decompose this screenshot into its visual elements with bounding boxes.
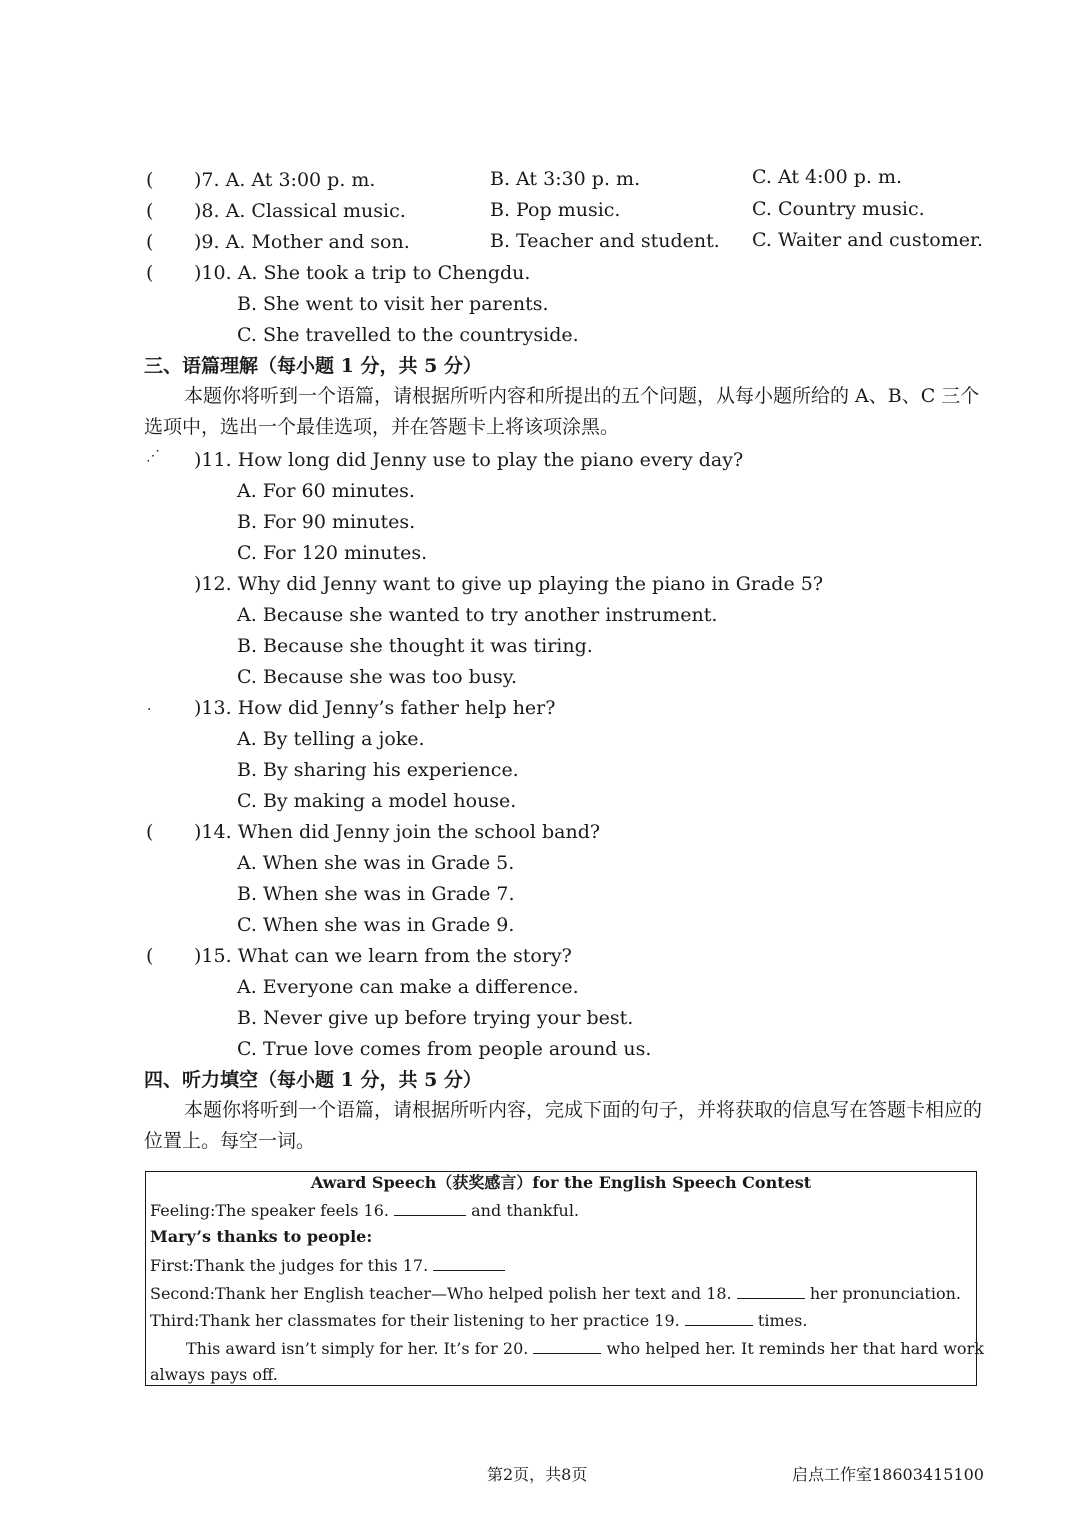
section-3-title: 三、语篇理解（每小题 1 分，共 5 分） bbox=[144, 355, 482, 377]
q13-stem: )13. How did Jenny’s father help her? bbox=[194, 697, 556, 719]
third-line: Third:Thank her classmates for their listening to her practice 19. times. bbox=[150, 1311, 808, 1330]
q11-option-a: A. For 60 minutes. bbox=[237, 480, 415, 502]
answer-paren: ( bbox=[146, 169, 154, 191]
q7-option-b: B. At 3:30 p. m. bbox=[490, 168, 641, 190]
q8-option-a: )8. A. Classical music. bbox=[194, 200, 406, 222]
q14-stem: )14. When did Jenny join the school band? bbox=[194, 821, 601, 843]
answer-paren: ( bbox=[146, 945, 154, 967]
q12-option-c: C. Because she was too busy. bbox=[237, 666, 517, 688]
q10-option-c: C. She travelled to the countryside. bbox=[237, 324, 579, 346]
scan-mark: · bbox=[147, 702, 152, 718]
blank-16[interactable] bbox=[394, 1199, 466, 1216]
q12-stem: )12. Why did Jenny want to give up playing the piano in Grade 5? bbox=[194, 573, 824, 595]
closing-line: This award isn’t simply for her. It’s for 20. who helped her. It reminds her that hard work bbox=[186, 1339, 984, 1358]
q14-option-a: A. When she was in Grade 5. bbox=[237, 852, 515, 874]
q13-option-c: C. By making a model house. bbox=[237, 790, 517, 812]
q9-option-b: B. Teacher and student. bbox=[490, 230, 720, 252]
q7-option-c: C. At 4:00 p. m. bbox=[752, 166, 903, 188]
q11-option-c: C. For 120 minutes. bbox=[237, 542, 428, 564]
closing-last-line: always pays off. bbox=[150, 1365, 278, 1384]
q14-option-c: C. When she was in Grade 9. bbox=[237, 914, 515, 936]
q10-option-b: B. She went to visit her parents. bbox=[237, 293, 549, 315]
q7-option-a: )7. A. At 3:00 p. m. bbox=[194, 169, 376, 191]
page-number: 第2页，共8页 bbox=[487, 1465, 588, 1484]
section-4-instruction: 本题你将听到一个语篇，请根据所听内容，完成下面的句子，并将获取的信息写在答题卡相应的位置上。每空一词。 bbox=[144, 1099, 983, 1152]
q15-stem: )15. What can we learn from the story? bbox=[194, 945, 572, 967]
q11-option-b: B. For 90 minutes. bbox=[237, 511, 416, 533]
q8-option-c: C. Country music. bbox=[752, 198, 925, 220]
q13-option-a: A. By telling a joke. bbox=[237, 728, 425, 750]
section-3-instruction: 本题你将听到一个语篇，请根据所听内容和所提出的五个问题，从每小题所给的 A、B、C 三个选项中，选出一个最佳选项，并在答题卡上将该项涂黑。 bbox=[144, 385, 980, 438]
blank-20[interactable] bbox=[533, 1337, 601, 1354]
q9-option-a: )9. A. Mother and son. bbox=[194, 231, 410, 253]
answer-paren: ( bbox=[146, 262, 154, 284]
q12-option-a: A. Because she wanted to try another instrument. bbox=[237, 604, 718, 626]
q12-option-b: B. Because she thought it was tiring. bbox=[237, 635, 593, 657]
q15-option-a: A. Everyone can make a difference. bbox=[237, 976, 579, 998]
blank-18[interactable] bbox=[737, 1282, 805, 1299]
q13-option-b: B. By sharing his experience. bbox=[237, 759, 519, 781]
second-line: Second:Thank her English teacher—Who helped polish her text and 18. her pronunciation. bbox=[150, 1284, 961, 1303]
q8-option-b: B. Pop music. bbox=[490, 199, 621, 221]
studio-contact: 启点工作室18603415100 bbox=[792, 1465, 984, 1484]
scan-mark: ⋰ bbox=[146, 448, 160, 464]
box-title: Award Speech（获奖感言）for the English Speech Contest bbox=[310, 1173, 812, 1192]
q9-option-c: C. Waiter and customer. bbox=[752, 229, 983, 251]
q15-option-b: B. Never give up before trying your best. bbox=[237, 1007, 634, 1029]
section-4-title: 四、听力填空（每小题 1 分，共 5 分） bbox=[144, 1069, 482, 1091]
blank-17[interactable] bbox=[433, 1254, 505, 1271]
answer-paren: ( bbox=[146, 200, 154, 222]
first-line: First:Thank the judges for this 17. bbox=[150, 1254, 505, 1277]
q10-option-a: )10. A. She took a trip to Chengdu. bbox=[194, 262, 531, 284]
q14-option-b: B. When she was in Grade 7. bbox=[237, 883, 515, 905]
q11-stem: )11. How long did Jenny use to play the piano every day? bbox=[194, 449, 744, 471]
answer-paren: ( bbox=[146, 231, 154, 253]
answer-paren: ( bbox=[146, 821, 154, 843]
q15-option-c: C. True love comes from people around us. bbox=[237, 1038, 652, 1060]
thanks-heading: Mary’s thanks to people: bbox=[150, 1227, 373, 1246]
award-speech-box bbox=[145, 1171, 984, 1386]
feeling-line: Feeling:The speaker feels 16. and thankful. bbox=[150, 1201, 580, 1220]
blank-19[interactable] bbox=[685, 1309, 753, 1326]
